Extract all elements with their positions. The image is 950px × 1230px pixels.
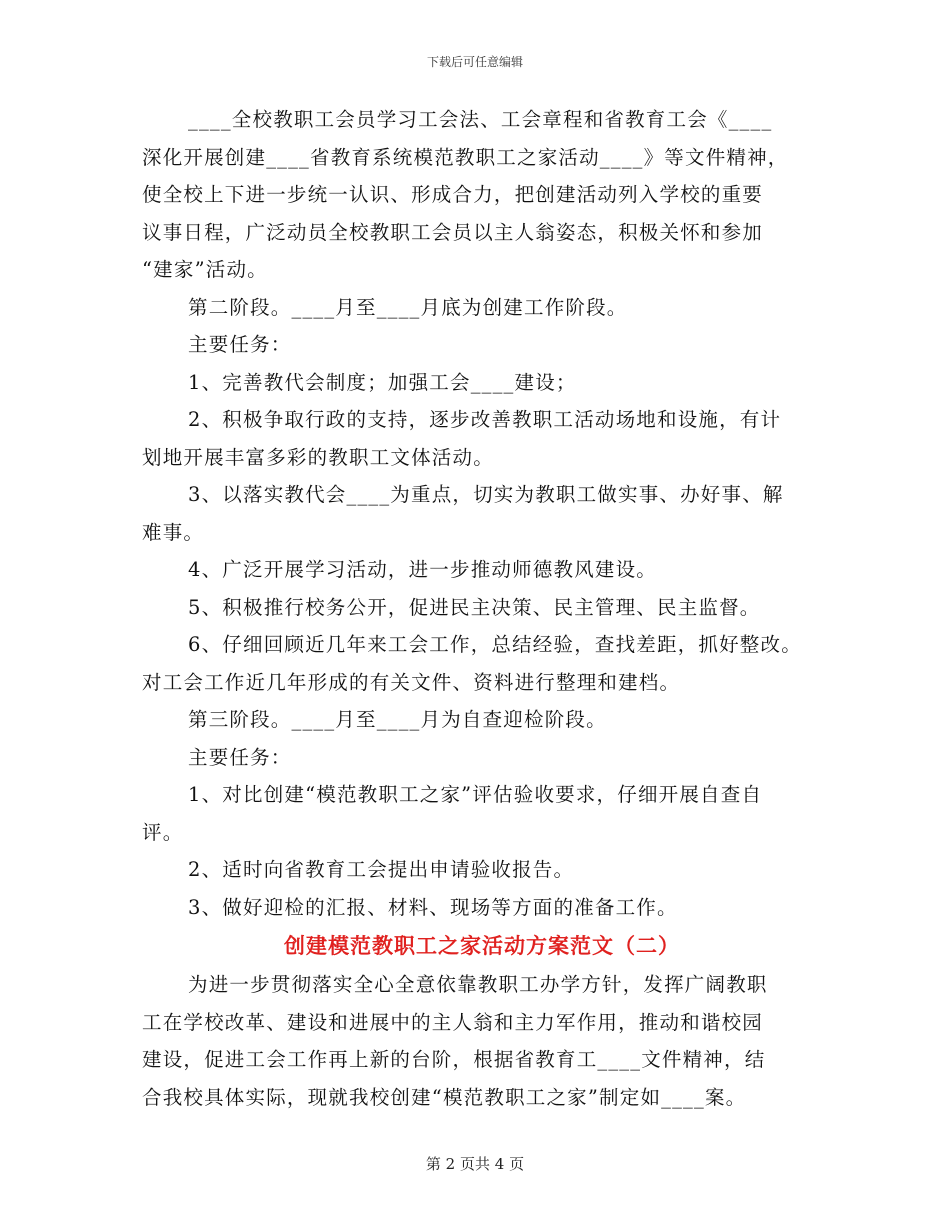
task-item: 2、适时向省教育工会提出申请验收报告。 — [188, 858, 575, 881]
paragraph-line: ____全校教职工会员学习工会法、工会章程和省教育工会《____ — [188, 108, 773, 131]
paragraph-line: 工在学校改革、建设和进展中的主人翁和主力军作用，推动和谐校园 — [142, 1010, 764, 1034]
paragraph-line: 对工会工作近几年形成的有关文件、资料进行整理和建档。 — [142, 670, 681, 694]
paragraph-line: 划地开展丰富多彩的教职工文体活动。 — [142, 445, 494, 469]
page-footer: 第 2 页共 4 页 — [425, 1155, 525, 1173]
task-item: 6、仔细回顾近几年来工会工作，总结经验，查找差距，抓好整改。 — [188, 633, 802, 656]
header-note: 下载后可任意编辑 — [426, 55, 523, 69]
paragraph-line: “建家”活动。 — [142, 258, 268, 281]
paragraph-line: 评。 — [142, 820, 184, 844]
paragraph-line: 议事日程，广泛动员全校教职工会员以主人翁姿态，积极关怀和参加 — [142, 220, 764, 244]
paragraph-line: 合我校具体实际，现就我校创建“模范教职工之家”制定如____案。 — [142, 1085, 747, 1109]
section-title: 创建模范教职工之家活动方案范文（二） — [284, 933, 680, 958]
paragraph-line: 深化开展创建____省教育系统模范教职工之家活动____》等文件精神， — [142, 145, 789, 169]
document-body — [142, 101, 822, 1116]
paragraph-line: 建设，促进工会工作再上新的台阶，根据省教育工____文件精神，结 — [142, 1048, 766, 1071]
paragraph-line: 为进一步贯彻落实全心全意依靠教职工办学方针，发挥广阔教职 — [188, 973, 768, 996]
task-item: 3、做好迎检的汇报、材料、现场等方面的准备工作。 — [188, 895, 678, 919]
paragraph-line: 使全校上下进一步统一认识、形成合力，把创建活动列入学校的重要 — [142, 183, 764, 206]
main-tasks-label: 主要任务： — [188, 745, 292, 769]
stage-three-heading: 第三阶段。____月至____月为自查迎检阶段。 — [188, 708, 607, 731]
stage-two-heading: 第二阶段。____月至____月底为创建工作阶段。 — [188, 295, 628, 319]
task-item: 1、对比创建“模范教职工之家”评估验收要求，仔细开展自查自 — [188, 783, 763, 806]
task-item: 4、广泛开展学习活动，进一步推动师德教风建设。 — [188, 558, 658, 581]
task-item: 5、积极推行校务公开，促进民主决策、民主管理、民主监督。 — [188, 595, 761, 619]
task-item: 2、积极争取行政的支持，逐步改善教职工活动场地和设施，有计 — [188, 408, 782, 431]
paragraph-line: 难事。 — [142, 520, 205, 544]
task-item: 3、以落实教代会____为重点，切实为教职工做实事、办好事、解 — [188, 483, 784, 506]
main-tasks-label: 主要任务： — [188, 333, 292, 356]
task-item: 1、完善教代会制度；加强工会____建设； — [188, 370, 577, 394]
